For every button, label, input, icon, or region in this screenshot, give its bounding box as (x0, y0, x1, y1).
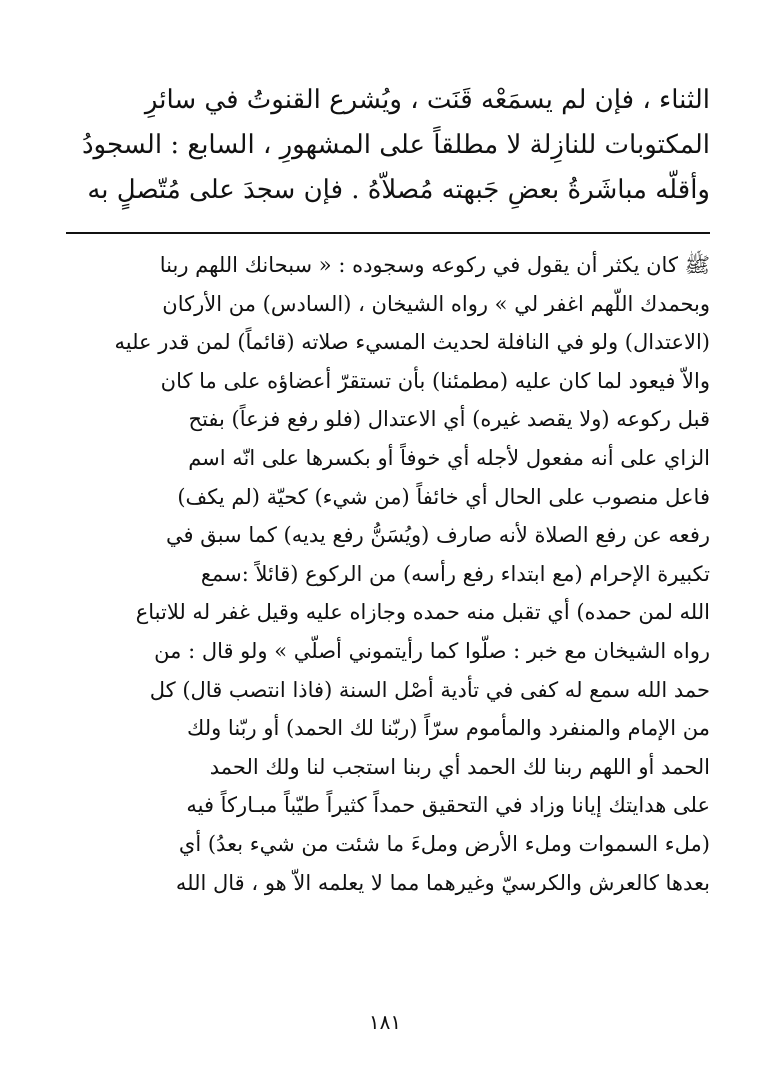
footnote-line: الحمد أو اللهم ربنا لك الحمد أي ربنا استجب لنا ولك الحمد (209, 754, 710, 779)
footnote-line: الله لمن حمده) أي تقبل منه حمده وجازاه عليه وقيل غفر له للاتباع (135, 600, 710, 625)
main-text-line: الثناء ، فإن لم يسمَعْه قَنَت ، ويُشرع القنوتُ في سائرِ (144, 85, 710, 115)
footnote-line: فاعل منصوب على الحال أي خائفاً (من شيء) كحيّة (لم يكف) (177, 484, 710, 509)
footnote-text (64, 246, 710, 902)
main-text (64, 78, 710, 213)
page-number: ١٨١ (368, 1010, 402, 1034)
footnote-line: على هدايتك إيانا وزاد في التحقيق حمداً كثيراً طيّباً مبـاركاً فيه (186, 793, 710, 818)
footnote-line: قبل ركوعه (ولا يقصد غيره) أي الاعتدال (فلو رفع فزعاً) بفتح (188, 407, 710, 432)
footnote-line: رواه الشيخان مع خبر : صلّوا كما رأيتموني أصلّي » ولو قال : من (154, 638, 710, 663)
footnote-line: الزاي على أنه مفعول لأجله أي خوفاً أو بكسرها على انّه اسم (188, 445, 710, 470)
footnote-line: ﷺ كان يكثر أن يقول في ركوعه وسجوده : « سبحانك اللهم ربنا (159, 253, 710, 277)
footnote-line: وبحمدك اللّهم اغفر لي » رواه الشيخان ، (السادس) من الأركان (162, 291, 710, 316)
footnote-line: (الاعتدال) ولو في النافلة لحديث المسيء صلاته (قائماً) لمن قدر عليه (114, 330, 710, 355)
main-text-line: وأقلّه مباشَرةُ بعضِ جَبهته مُصلاّهُ . فإن سجدَ على مُتّصلٍ به (87, 175, 710, 205)
footnote-line: والاّ فيعود لما كان عليه (مطمئنا) بأن تستقرّ أعضاؤه على ما كان (160, 368, 710, 393)
footnote-line: (ملء السموات وملء الأرض وملءَ ما شئت من شيء بعدُ) أي (178, 831, 710, 856)
footnote-divider (66, 232, 710, 234)
footnote-line: رفعه عن رفع الصلاة لأنه صارف (ويُسَنُّ رفع يديه) كما سبق في (165, 523, 710, 548)
footnote-line: حمد الله سمع له كفى في تأدية أصْل السنة (فاذا انتصب قال) كل (149, 677, 710, 702)
footnote-line: من الإمام والمنفرد والمأموم سرّاً (ربّنا لك الحمد) أو ربّنا ولك (187, 716, 710, 741)
main-text-line: المكتوبات للنازِلة لا مطلقاً على المشهورِ ، السابع : السجودُ (81, 130, 710, 160)
footnote-line: تكبيرة الإحرام (مع ابتداء رفع رأسه) من الركوع (قائلاً :سمع (200, 561, 710, 586)
footnote-line: بعدها كالعرش والكرسيّ وغيرهما مما لا يعلمه الاّ هو ، قال الله (175, 870, 710, 895)
